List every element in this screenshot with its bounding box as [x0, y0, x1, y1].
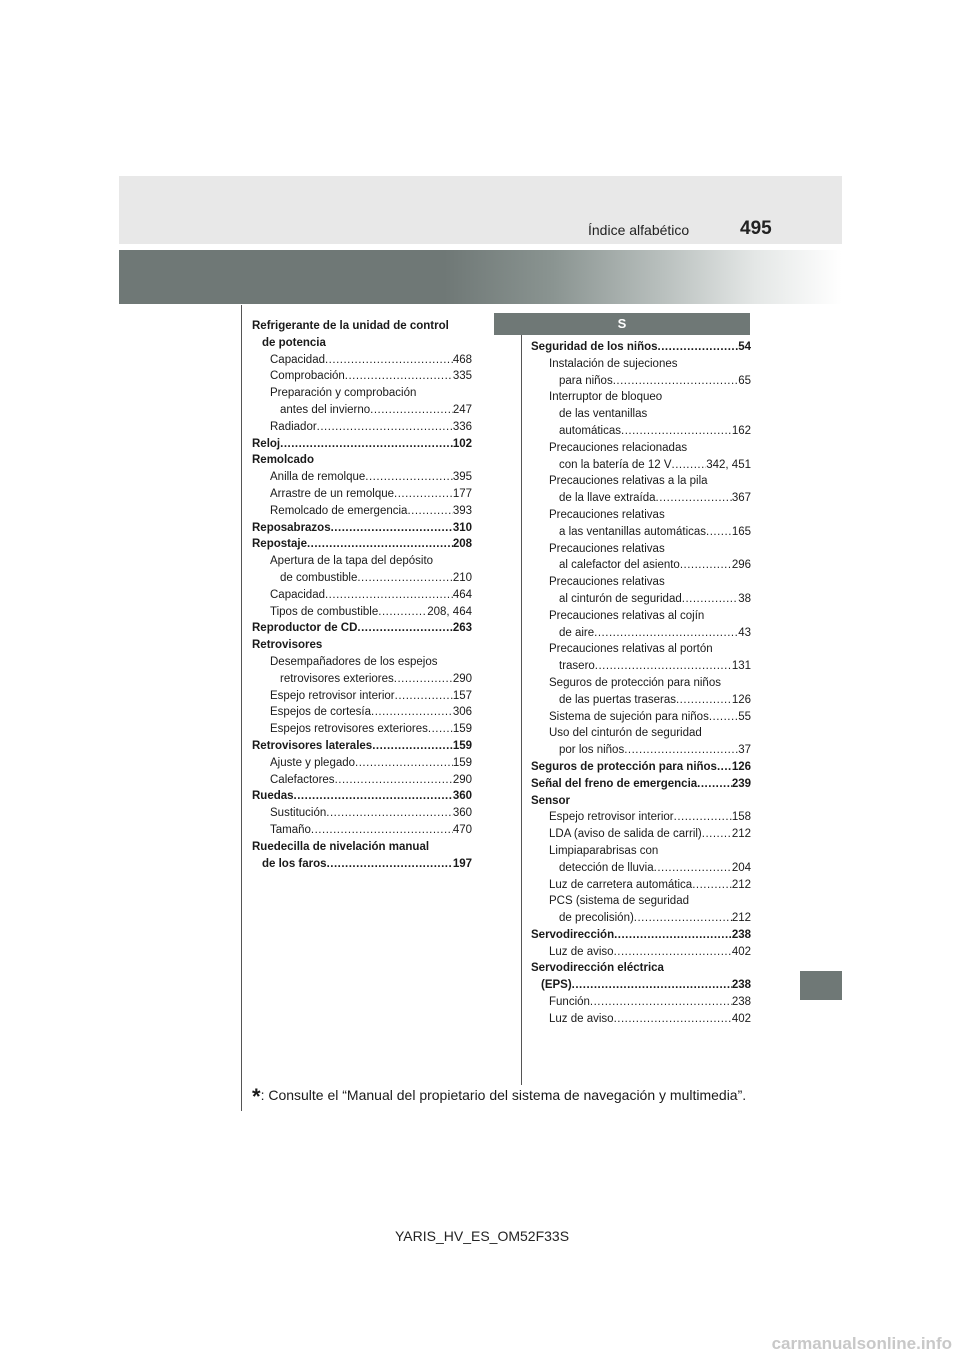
dot-leader — [372, 738, 453, 755]
index-entry-text: (EPS) — [541, 979, 572, 992]
index-entry-text: Refrigerante de la unidad de control — [252, 320, 449, 332]
index-entry-text: al cinturón de seguridad — [559, 592, 682, 605]
index-entry — [252, 839, 472, 856]
index-entry-text: de la llave extraída — [559, 492, 656, 505]
index-entry-text: Luz de aviso — [549, 1012, 614, 1025]
index-entry — [531, 725, 751, 742]
index-entry-text: Precauciones relativas — [549, 508, 665, 521]
index-entry-text: Función — [549, 996, 590, 1009]
index-entry — [531, 373, 751, 390]
index-entry — [531, 692, 751, 709]
dot-leader — [658, 339, 739, 356]
index-entry-page: 210 — [452, 571, 472, 584]
index-entry — [531, 339, 751, 356]
dot-leader — [326, 805, 453, 822]
index-entry — [531, 423, 751, 440]
index-entry — [252, 553, 472, 570]
index-entry-page: 212 — [731, 878, 751, 891]
index-entry-text: de los faros — [262, 857, 327, 870]
index-entry-text: Preparación y comprobación — [270, 387, 417, 400]
dot-leader — [407, 503, 452, 520]
footnote-text: : Consulte el “Manual del propietario del sistema de navegación y multimedia”. — [260, 1087, 747, 1103]
index-entry-text: Reproductor de CD — [252, 622, 358, 635]
index-entry-text: Tamaño — [270, 823, 311, 836]
dot-leader — [325, 352, 453, 369]
index-entry — [252, 620, 472, 637]
index-entry — [531, 994, 751, 1011]
dot-leader — [621, 423, 732, 440]
index-entry — [531, 406, 751, 423]
index-entry-page: 212 — [731, 912, 751, 925]
index-entry-page: 402 — [731, 1012, 751, 1025]
dot-leader — [680, 557, 732, 574]
index-entry-text: Radiador — [270, 420, 317, 433]
index-entry — [252, 772, 472, 789]
index-entry-text: Capacidad — [270, 353, 325, 366]
index-entry — [531, 440, 751, 457]
index-entry — [252, 637, 472, 654]
dot-leader — [717, 759, 732, 776]
dot-leader — [697, 776, 732, 793]
index-entry-text: Ruedas — [252, 790, 294, 803]
index-entry-text: Sistema de sujeción para niños — [549, 710, 709, 723]
dot-leader — [394, 671, 453, 688]
index-entry-page: 238 — [731, 996, 751, 1009]
dot-leader — [614, 1011, 732, 1028]
index-entry-page: 159 — [452, 723, 472, 736]
dot-leader — [311, 822, 453, 839]
dot-leader — [357, 620, 452, 637]
dot-leader — [317, 419, 453, 436]
index-entry-page: 238 — [731, 979, 751, 992]
index-entry-text: Espejo retrovisor interior — [549, 811, 674, 824]
index-entry — [531, 1011, 751, 1028]
index-entry — [252, 503, 472, 520]
index-entry — [252, 671, 472, 688]
dot-leader — [572, 977, 732, 994]
index-entry — [252, 520, 472, 537]
index-entry-page: 126 — [731, 760, 751, 773]
index-entry — [252, 402, 472, 419]
index-entry — [252, 822, 472, 839]
index-entry-text: antes del invierno — [280, 403, 371, 416]
index-entry — [252, 335, 472, 352]
index-entry-page: 263 — [452, 622, 472, 635]
index-entry-text: Seguros de protección para niños — [531, 760, 717, 773]
index-entry-text: de precolisión) — [559, 912, 634, 925]
index-entry — [531, 944, 751, 961]
index-entry-page: 159 — [452, 739, 472, 752]
dot-leader — [674, 809, 732, 826]
index-entry-text: de aire — [559, 626, 595, 639]
index-entry-page: 336 — [452, 420, 472, 433]
index-entry-text: por los niños — [559, 744, 625, 757]
index-entry — [531, 524, 751, 541]
index-entry — [252, 856, 472, 873]
index-entry-text: Anilla de remolque — [270, 471, 366, 484]
index-entry — [531, 507, 751, 524]
index-entry — [531, 843, 751, 860]
index-entry-text: Desempañadores de los espejos — [270, 655, 438, 668]
left-vertical-rule — [241, 305, 242, 1111]
dot-leader — [682, 591, 738, 608]
index-entry-text: Uso del cinturón de seguridad — [549, 727, 702, 740]
index-entry-page: 65 — [738, 374, 751, 387]
index-entry-page: 177 — [452, 487, 472, 500]
index-entry — [252, 805, 472, 822]
index-entry-text: detección de lluvia — [559, 861, 654, 874]
index-entry-text: Espejo retrovisor interior — [270, 689, 395, 702]
index-entry-text: Retrovisores laterales — [252, 739, 373, 752]
index-entry-page: 131 — [731, 660, 751, 673]
dot-leader — [613, 373, 738, 390]
dot-leader — [294, 788, 453, 805]
index-column-left — [252, 318, 472, 872]
dot-leader — [357, 570, 452, 587]
index-entry-text: Reloj — [252, 437, 281, 450]
index-entry-text: Sensor — [531, 794, 570, 807]
index-entry — [252, 688, 472, 705]
index-entry-text: Luz de carretera automática — [549, 878, 693, 891]
index-entry-text: Reposabrazos — [252, 521, 331, 534]
dot-leader — [654, 860, 732, 877]
index-entry-page: 165 — [731, 525, 751, 538]
index-entry — [531, 557, 751, 574]
index-entry-page: 342, 451 — [706, 458, 751, 471]
index-entry — [531, 675, 751, 692]
index-entry — [252, 704, 472, 721]
index-entry — [252, 452, 472, 469]
index-entry-page: 238 — [731, 928, 751, 941]
index-entry — [531, 960, 751, 977]
index-entry — [252, 755, 472, 772]
index-entry — [252, 368, 472, 385]
index-entry-text: Señal del freno de emergencia — [531, 777, 698, 790]
index-entry-page: 37 — [738, 744, 751, 757]
dot-leader — [624, 742, 738, 759]
index-entry-page: 157 — [452, 689, 472, 702]
index-entry-text: Precauciones relacionadas — [549, 441, 688, 454]
index-entry-text: Servodirección — [531, 928, 615, 941]
dot-leader — [634, 910, 732, 927]
index-entry-page: 54 — [738, 341, 751, 353]
index-entry-text: LDA (aviso de salida de carril) — [549, 828, 702, 841]
index-entry — [252, 587, 472, 604]
dot-leader — [307, 536, 453, 553]
index-entry-text: automáticas — [559, 424, 622, 437]
index-entry-page: 290 — [452, 672, 472, 685]
header-gradient-bar — [119, 250, 842, 304]
index-entry-text: de las ventanillas — [559, 408, 648, 421]
index-entry — [252, 436, 472, 453]
index-entry-text: Precauciones relativas — [549, 542, 665, 555]
index-entry-text: Instalación de sujeciones — [549, 357, 678, 370]
index-entry — [531, 793, 751, 810]
index-entry — [531, 977, 751, 994]
index-entry-text: retrovisores exteriores — [280, 672, 394, 685]
document-code: YARIS_HV_ES_OM52F33S — [395, 1228, 570, 1244]
dot-leader — [355, 755, 453, 772]
index-entry-page: 239 — [731, 777, 751, 790]
index-entry — [252, 788, 472, 805]
index-entry — [531, 389, 751, 406]
index-entry-text: Capacidad — [270, 588, 325, 601]
index-entry — [531, 574, 751, 591]
index-entry-text: Luz de aviso — [549, 945, 614, 958]
index-entry — [252, 352, 472, 369]
index-entry-page: 38 — [738, 592, 751, 605]
dot-leader — [590, 994, 732, 1011]
index-entry-text: trasero — [559, 660, 595, 673]
index-entry — [252, 486, 472, 503]
index-entry — [531, 457, 751, 474]
index-entry-text: Precauciones relativas a la pila — [549, 475, 708, 488]
index-entry-text: Espejos retrovisores exteriores — [270, 723, 428, 736]
index-entry — [252, 738, 472, 755]
index-entry-text: Repostaje — [252, 538, 307, 551]
index-entry-text: Sustitución — [270, 807, 327, 820]
index-entry-page: 126 — [731, 693, 751, 706]
index-entry — [252, 419, 472, 436]
index-entry-page: 208 — [452, 538, 472, 551]
index-entry-page: 464 — [452, 588, 472, 601]
index-entry-text: Interruptor de bloqueo — [549, 391, 663, 404]
index-entry-text: Precauciones relativas al portón — [549, 643, 713, 656]
index-entry-page: 43 — [738, 626, 751, 639]
dot-leader — [706, 524, 732, 541]
dot-leader — [325, 587, 453, 604]
index-entry-text: para niños — [559, 374, 613, 387]
index-entry — [531, 826, 751, 843]
index-entry-page: 360 — [452, 790, 472, 803]
dot-leader — [378, 604, 427, 621]
footnote — [252, 1084, 746, 1110]
index-entry-text: Ajuste y plegado — [270, 756, 356, 769]
index-entry-text: Comprobación — [270, 370, 345, 383]
dot-leader — [614, 927, 732, 944]
index-entry-page: 204 — [731, 861, 751, 874]
footnote-marker: * — [252, 1084, 261, 1109]
index-entry — [531, 759, 751, 776]
index-entry-text: Tipos de combustible — [270, 605, 379, 618]
index-entry-text: Retrovisores — [252, 639, 323, 652]
header-band — [119, 176, 842, 244]
index-entry-page: 367 — [731, 492, 751, 505]
dot-leader — [394, 486, 453, 503]
index-entry — [531, 541, 751, 558]
index-entry-page: 306 — [452, 706, 472, 719]
index-entry — [252, 570, 472, 587]
index-entry — [531, 860, 751, 877]
dot-leader — [428, 721, 453, 738]
dot-leader — [692, 877, 732, 894]
index-entry — [252, 604, 472, 621]
page-number: 495 — [740, 218, 772, 239]
index-entry — [252, 469, 472, 486]
index-entry-text: de las puertas traseras — [559, 693, 676, 706]
dot-leader — [395, 688, 453, 705]
index-entry-text: Ruedecilla de nivelación manual — [252, 840, 430, 853]
index-entry-text: Remolcado de emergencia — [270, 504, 408, 517]
index-entry — [531, 473, 751, 490]
index-entry — [531, 927, 751, 944]
index-entry — [531, 625, 751, 642]
index-entry-text: Precauciones relativas — [549, 576, 665, 589]
index-entry — [531, 709, 751, 726]
dot-leader — [709, 709, 738, 726]
dot-leader — [331, 520, 453, 537]
index-entry — [531, 608, 751, 625]
index-entry-text: Precauciones relativas al cojín — [549, 609, 705, 622]
index-entry — [531, 641, 751, 658]
dot-leader — [702, 826, 732, 843]
dot-leader — [335, 772, 453, 789]
index-entry — [531, 658, 751, 675]
index-entry — [531, 356, 751, 373]
index-entry-page: 162 — [731, 424, 751, 437]
index-entry-text: a las ventanillas automáticas — [559, 525, 707, 538]
index-entry-text: Apertura de la tapa del depósito — [270, 555, 434, 568]
dot-leader — [595, 658, 732, 675]
index-entry-page: 55 — [738, 710, 751, 723]
section-title: Índice alfabético — [588, 222, 690, 238]
index-entry-page: 208, 464 — [427, 605, 472, 618]
index-entry — [252, 318, 472, 335]
index-entry-text: Espejos de cortesía — [270, 706, 372, 719]
dot-leader — [345, 368, 453, 385]
index-entry-text: al calefactor del asiento — [559, 559, 680, 572]
dot-leader — [371, 704, 453, 721]
dot-leader — [676, 692, 732, 709]
index-entry — [252, 721, 472, 738]
dot-leader — [672, 457, 707, 474]
index-entry-text: Calefactores — [270, 773, 335, 786]
dot-leader — [656, 490, 732, 507]
index-entry-page: 197 — [452, 857, 472, 870]
index-entry-page: 158 — [731, 811, 751, 824]
letter-section-header: S — [494, 313, 750, 335]
index-entry — [531, 742, 751, 759]
index-entry — [531, 809, 751, 826]
index-entry-text: de combustible — [280, 571, 358, 584]
dot-leader — [614, 944, 732, 961]
index-entry-page: 247 — [452, 403, 472, 416]
index-entry-text: Seguros de protección para niños — [549, 676, 721, 689]
index-entry — [252, 536, 472, 553]
index-entry-text: Remolcado — [252, 454, 314, 467]
index-entry-page: 360 — [452, 807, 472, 820]
index-entry-text: Limpiaparabrisas con — [549, 844, 659, 857]
index-entry-page: 212 — [731, 828, 751, 841]
index-entry-page: 402 — [731, 945, 751, 958]
index-entry-page: 102 — [452, 437, 472, 450]
index-entry — [531, 877, 751, 894]
index-entry — [252, 385, 472, 402]
index-entry-page: 290 — [452, 773, 472, 786]
index-entry-page: 159 — [452, 756, 472, 769]
index-entry — [531, 591, 751, 608]
index-entry-page: 335 — [452, 370, 472, 383]
index-entry — [531, 776, 751, 793]
dot-leader — [280, 436, 453, 453]
watermark: carmanualsonline.info — [771, 1334, 952, 1353]
index-entry — [531, 910, 751, 927]
index-entry-page: 395 — [452, 471, 472, 484]
index-column-right — [531, 339, 751, 1028]
middle-vertical-rule — [521, 313, 522, 1085]
index-entry-page: 310 — [452, 521, 472, 534]
index-entry-page: 393 — [452, 504, 472, 517]
index-entry-text: Servodirección eléctrica — [531, 962, 664, 975]
dot-leader — [327, 856, 453, 873]
index-entry — [252, 654, 472, 671]
index-entry-text: de potencia — [262, 336, 326, 349]
index-entry-page: 296 — [731, 559, 751, 572]
dot-leader — [594, 625, 738, 642]
index-entry-text: Arrastre de un remolque — [270, 487, 395, 500]
thumb-index-tab — [800, 971, 842, 1000]
index-entry-text: PCS (sistema de seguridad — [549, 895, 689, 908]
dot-leader — [370, 402, 453, 419]
index-entry-text: con la batería de 12 V — [559, 458, 672, 471]
index-entry-text: Seguridad de los niños — [531, 341, 658, 353]
index-entry-page: 470 — [452, 823, 472, 836]
dot-leader — [365, 469, 453, 486]
index-entry — [531, 893, 751, 910]
index-entry-page: 468 — [452, 353, 472, 366]
index-entry — [531, 490, 751, 507]
